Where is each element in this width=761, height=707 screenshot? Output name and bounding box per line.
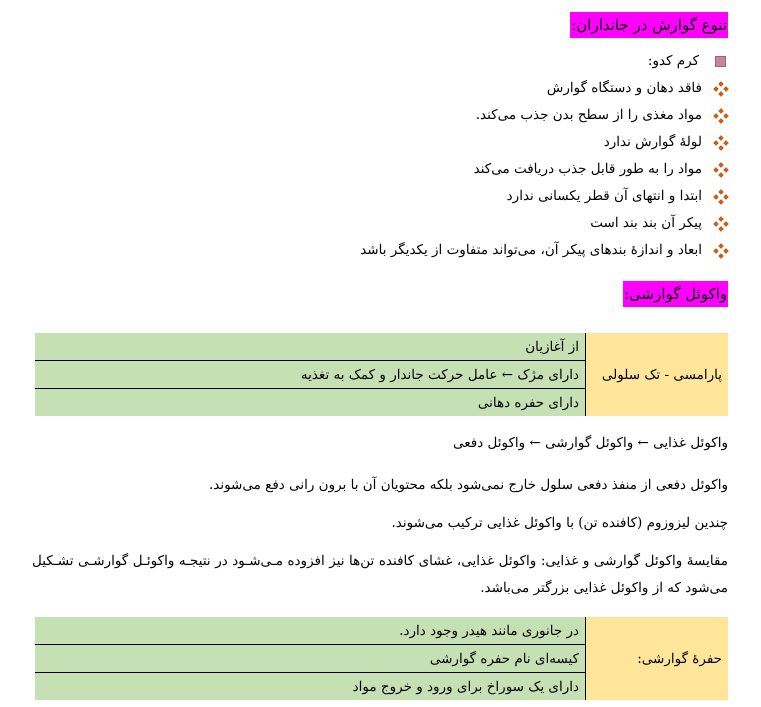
table-label-cell: حفرهٔ گوارشی: <box>586 617 729 700</box>
list-item-intro <box>360 48 728 75</box>
diamond-bullet-icon <box>714 163 728 177</box>
paragraph-lysosome: چندین لیزوزوم (کافنده تن) با واکوئل غذایی ترکیب می‌شوند. <box>391 515 728 531</box>
paragraph-excretory-vacuole: واکوئل دفعی از منفذ دفعی سلول خارج نمی‌شود بلکه محتویان آن با برون رانی دفع می‌شوند. <box>208 477 728 493</box>
table-cell: در جانوری مانند هیدر وجود دارد. <box>35 617 586 645</box>
list-item <box>360 75 728 102</box>
section-heading-digestive-vacuole: واکوئل گوارشی: <box>623 281 728 307</box>
list-item <box>360 183 728 210</box>
list-item-text: مواد مغذی را از سطح بدن جذب می‌کند. <box>475 107 702 123</box>
paragraph-comparison: مقایسهٔ واکوئل گوارشی و غذایی: واکوئل غذایی، غشای کافنده تن‌ها نیز افزوده مـی‌شـود در نتیجـه واکوئـل گوارشـی تشـکیل می‌شود که از واکوئل غذایی بزرگتر می‌باشد. <box>32 553 728 596</box>
list-item <box>360 129 728 156</box>
table-cell: دارای یک سوراخ برای ورود و خروج مواد <box>35 673 586 701</box>
table-cell: از آغازیان <box>35 333 586 361</box>
paragraph-vacuole-sequence: واکوئل غذایی ← واکوئل گوارشی ← واکوئل دفعی <box>453 435 728 451</box>
list-item <box>360 237 728 264</box>
paramecium-table <box>35 333 728 416</box>
list-item-text: مواد را به طور قابل جذب دریافت می‌کند <box>473 161 702 177</box>
diamond-bullet-icon <box>714 190 728 204</box>
list-item <box>360 102 728 129</box>
list-item-text: کرم کدو: <box>647 53 699 69</box>
list-item-text: فاقد دهان و دستگاه گوارش <box>546 80 702 96</box>
table-label-cell: پارامسی - تک سلولی <box>586 333 729 416</box>
list-item-text: پیکر آن بند بند است <box>590 215 702 231</box>
tapeworm-list <box>360 48 728 264</box>
list-item-text: ابعاد و اندازهٔ بندهای پیکر آن، می‌تواند متفاوت از یکدیگر باشد <box>360 242 702 258</box>
list-item <box>360 210 728 237</box>
diamond-bullet-icon <box>714 109 728 123</box>
list-item-text: لولهٔ گوارش ندارد <box>603 134 702 150</box>
table-cell: کیسه‌ای نام حفره گوارشی <box>35 645 586 673</box>
gastric-cavity-table <box>35 617 728 700</box>
diamond-bullet-icon <box>714 82 728 96</box>
table-cell: دارای مژک ← عامل حرکت جاندار و کمک به تغذیه <box>35 361 586 389</box>
table-cell: دارای حفره دهانی <box>35 389 586 417</box>
section-heading-digestion-diversity: تنوع گوارش در جانداران: <box>570 12 728 38</box>
square-bullet-icon <box>715 56 726 67</box>
list-item <box>360 156 728 183</box>
list-item-text: ابتدا و انتهای آن قطر یکسانی ندارد <box>506 188 702 204</box>
diamond-bullet-icon <box>714 217 728 231</box>
table-row <box>35 617 728 645</box>
diamond-bullet-icon <box>714 136 728 150</box>
table-row <box>35 333 728 361</box>
diamond-bullet-icon <box>714 244 728 258</box>
